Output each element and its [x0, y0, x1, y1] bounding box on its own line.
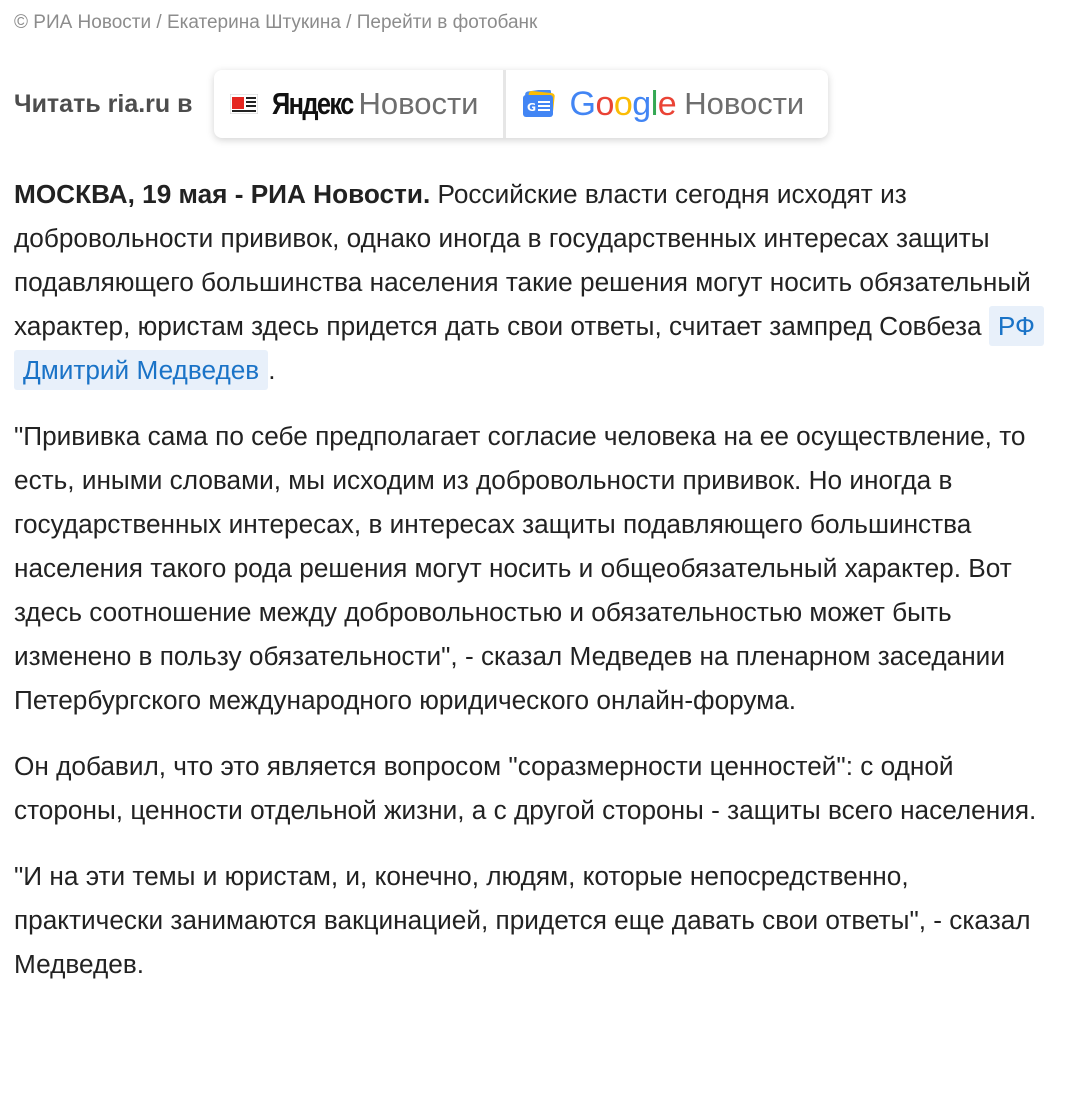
google-letter-l: l	[650, 84, 658, 123]
svg-text:G: G	[526, 101, 536, 114]
yandex-brand: Яндекс	[272, 86, 354, 121]
article-paragraph-2: "Прививка сама по себе предполагает согласие человека на ее осуществление, то есть, иными словами, мы исходим из добровольности прививок. Но иногда в государственных интересах, в интересах защиты подавляющего большинства населения такого рода решения могут носить и общеобязательный характер. Вот здесь соотношение между добровольностью и обязательностью может быть изменено в пользу обязательности", - сказал Медведев на пленарном заседании Петербургского международного юридического онлайн-форума.	[14, 421, 1026, 715]
google-letter-g2: g	[632, 84, 651, 123]
article-paragraph-3: Он добавил, что это является вопросом "соразмерности ценностей": с одной стороны, ценности отдельной жизни, а с другой стороны - защиты всего населения.	[14, 751, 1037, 825]
photo-copyright: © РИА Новости / Екатерина Штукина /	[14, 12, 357, 33]
google-news-icon	[522, 90, 556, 118]
article-p1-end: .	[268, 355, 276, 385]
yandex-news-button[interactable]	[214, 70, 502, 138]
read-in-label: Читать ria.ru в	[14, 89, 193, 118]
yandex-news-word: Новости	[358, 86, 479, 121]
photo-credit	[14, 12, 537, 34]
google-letter-o2: o	[613, 84, 633, 123]
google-letter-e: e	[657, 84, 677, 123]
tag-link-medvedev[interactable]: Дмитрий Медведев	[14, 350, 268, 390]
google-brand	[570, 85, 677, 124]
google-letter-o1: o	[595, 84, 614, 123]
article-paragraph-1	[14, 172, 1054, 392]
google-news-button[interactable]	[503, 70, 829, 138]
google-news-word: Новости	[684, 86, 805, 121]
read-in-aggregators	[14, 70, 828, 138]
google-letter-g: G	[569, 84, 596, 123]
yandex-news-icon	[230, 94, 258, 114]
photobank-link[interactable]: Перейти в фотобанк	[356, 12, 538, 33]
aggregator-buttons	[214, 70, 828, 138]
article-lead: МОСКВА, 19 мая - РИА Новости.	[14, 179, 431, 209]
article-paragraph-4: "И на эти темы и юристам, и, конечно, людям, которые непосредственно, практически занимаются вакцинацией, придется еще давать свои ответы", - сказал Медведев.	[14, 861, 1031, 979]
article-p1-text: Российские власти сегодня исходят из добровольности прививок, однако иногда в государственных интересах защиты подавляющего большинства населения такие решения могут носить обязательный характер, юристам здесь придется дать свои ответы, считает зампред Совбеза	[14, 179, 1031, 341]
tag-link-rf[interactable]: РФ	[989, 306, 1044, 346]
article-body	[14, 172, 1054, 1008]
